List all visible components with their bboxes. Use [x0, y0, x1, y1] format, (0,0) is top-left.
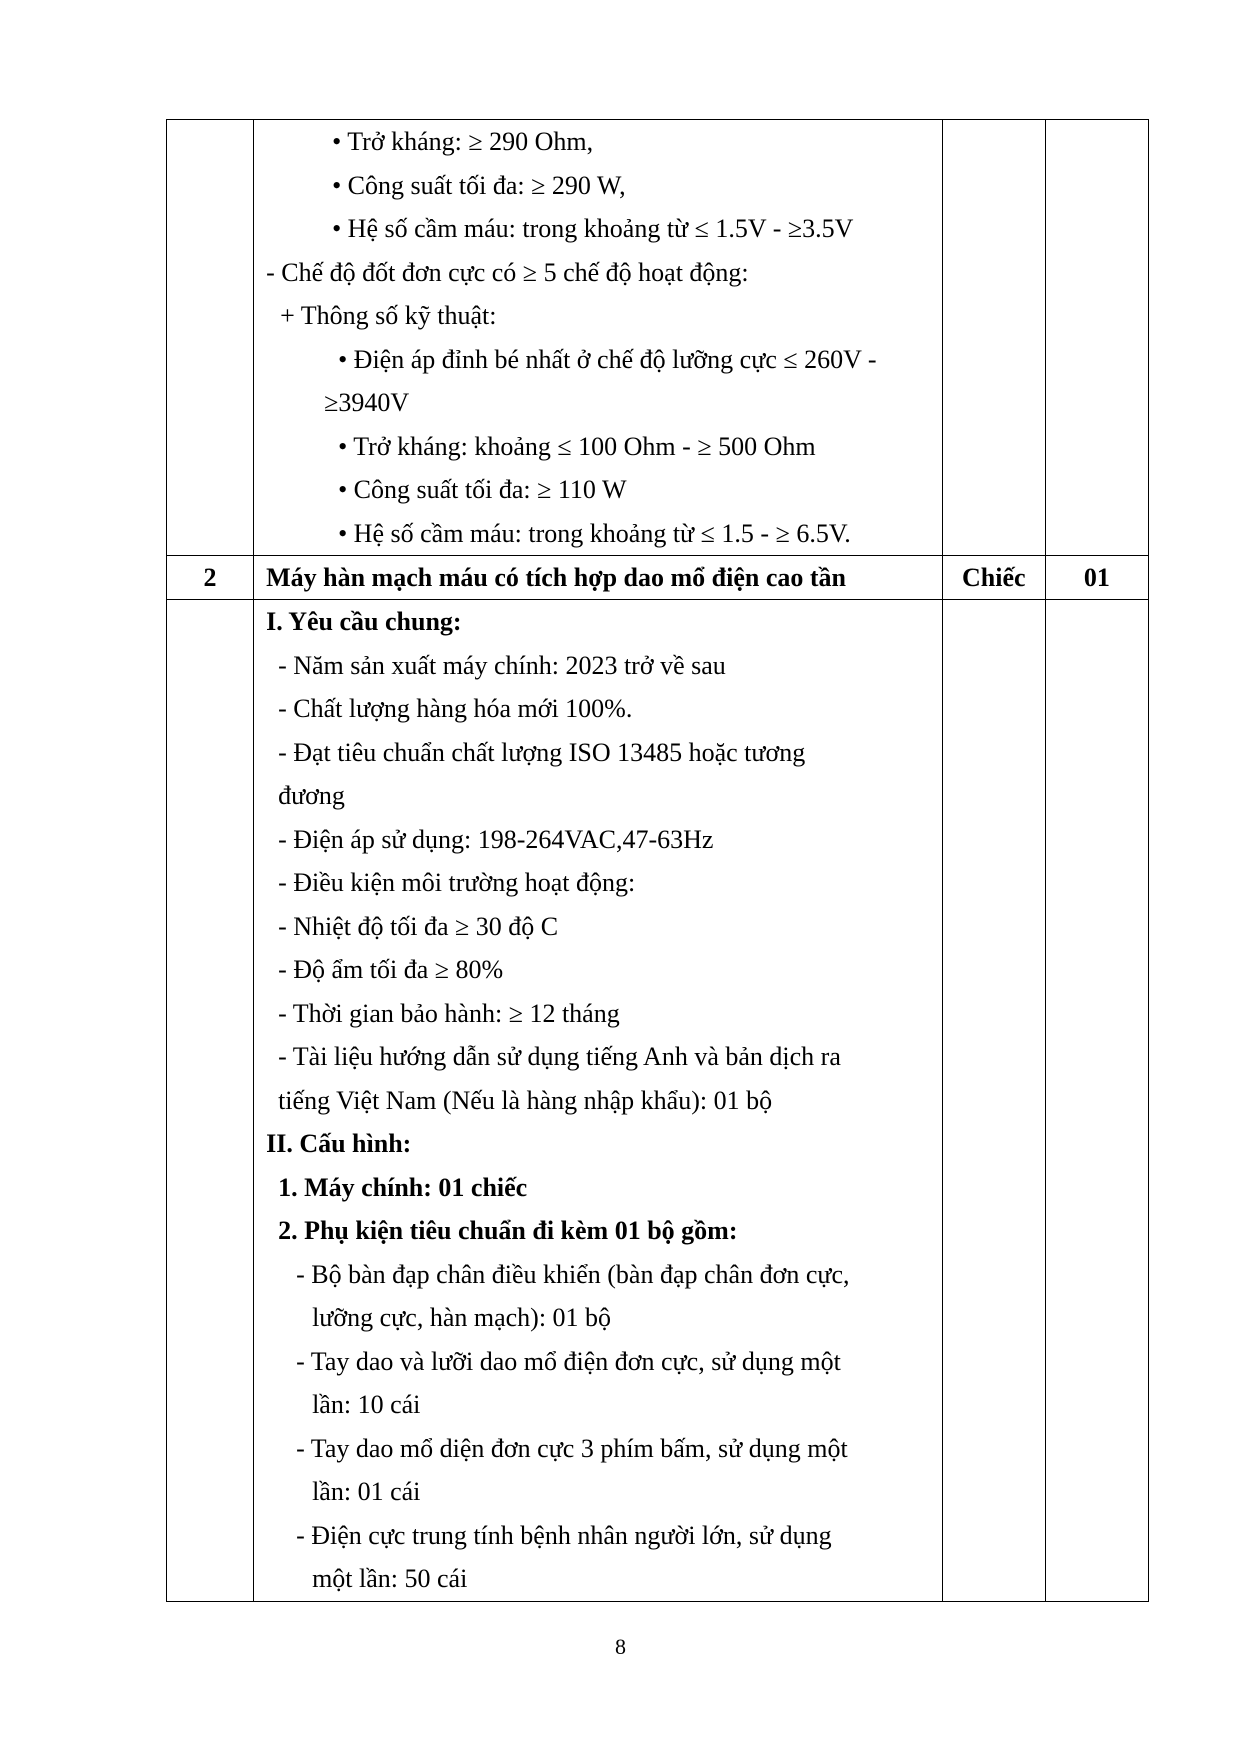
item-quantity: 01 — [1045, 556, 1148, 600]
spec-line: - Chế độ đốt đơn cực có ≥ 5 chế độ hoạt động: — [266, 257, 749, 287]
table-row-continuation — [167, 120, 1149, 556]
accessory-line: lưỡng cực, hàn mạch): 01 bộ — [312, 1303, 612, 1332]
page-number: 8 — [615, 1634, 626, 1659]
config-accessories: 2. Phụ kiện tiêu chuẩn đi kèm 01 bộ gồm: — [278, 1216, 738, 1245]
spec-description-cell — [254, 120, 943, 556]
accessory-line: lần: 01 cái — [312, 1477, 421, 1506]
stt-cell — [167, 600, 254, 1602]
quantity-cell — [1045, 600, 1148, 1602]
spec-line: • Công suất tối đa: ≥ 110 W — [338, 475, 627, 504]
spec-line: - Điện áp sử dụng: 198-264VAC,47-63Hz — [278, 824, 714, 854]
spec-table — [166, 119, 1149, 1602]
spec-line: • Điện áp đỉnh bé nhất ở chế độ lưỡng cực ≤ 260V - — [338, 344, 877, 374]
table-row-item — [167, 556, 1149, 600]
config-main: 1. Máy chính: 01 chiếc — [278, 1172, 528, 1202]
quantity-cell — [1045, 120, 1148, 556]
item-stt: 2 — [167, 556, 254, 600]
spec-line: ≥3940V — [324, 388, 410, 417]
spec-line: - Thời gian bảo hành: ≥ 12 tháng — [278, 998, 620, 1028]
accessory-line: - Điện cực trung tính bệnh nhân người lớn, sử dụng — [296, 1520, 832, 1550]
spec-line: đương — [278, 781, 345, 810]
spec-line: • Hệ số cầm máu: trong khoảng từ ≤ 1.5V - ≥3.5V — [332, 214, 854, 243]
accessory-line: một lần: 50 cái — [312, 1564, 468, 1593]
spec-line: - Đạt tiêu chuẩn chất lượng ISO 13485 hoặc tương — [278, 737, 806, 767]
spec-line: - Năm sản xuất máy chính: 2023 trở về sau — [278, 650, 726, 680]
spec-line: - Độ ẩm tối đa ≥ 80% — [278, 955, 504, 984]
spec-line: - Điều kiện môi trường hoạt động: — [278, 868, 636, 897]
spec-description-cell — [254, 600, 943, 1602]
section-heading-config: II. Cấu hình: — [266, 1129, 412, 1158]
spec-line: • Trở kháng: khoảng ≤ 100 Ohm - ≥ 500 Ohm — [338, 431, 816, 461]
accessory-line: - Bộ bàn đạp chân điều khiển (bàn đạp chân đơn cực, — [296, 1259, 850, 1289]
accessory-line: lần: 10 cái — [312, 1390, 421, 1419]
spec-line: tiếng Việt Nam (Nếu là hàng nhập khẩu): 01 bộ — [278, 1085, 773, 1115]
unit-cell — [942, 120, 1045, 556]
accessory-line: - Tay dao và lưỡi dao mổ điện đơn cực, sử dụng một — [296, 1346, 841, 1376]
spec-line: + Thông số kỹ thuật: — [280, 301, 497, 330]
spec-line: • Hệ số cầm máu: trong khoảng từ ≤ 1.5 - ≥ 6.5V. — [338, 518, 851, 548]
spec-line: - Nhiệt độ tối đa ≥ 30 độ C — [278, 911, 559, 941]
table-row-details — [167, 600, 1149, 1602]
accessory-line: - Tay dao mổ diện đơn cực 3 phím bấm, sử dụng một — [296, 1433, 848, 1463]
item-name: Máy hàn mạch máu có tích hợp dao mổ điện cao tần — [254, 556, 943, 600]
section-heading-general: I. Yêu cầu chung: — [266, 607, 462, 636]
spec-line: • Trở kháng: ≥ 290 Ohm, — [332, 127, 594, 156]
spec-line: - Chất lượng hàng hóa mới 100%. — [278, 694, 633, 723]
stt-cell — [167, 120, 254, 556]
unit-cell — [942, 600, 1045, 1602]
item-unit: Chiếc — [942, 556, 1045, 600]
spec-line: - Tài liệu hướng dẫn sử dụng tiếng Anh và bản dịch ra — [278, 1042, 841, 1071]
spec-line: • Công suất tối đa: ≥ 290 W, — [332, 170, 626, 200]
